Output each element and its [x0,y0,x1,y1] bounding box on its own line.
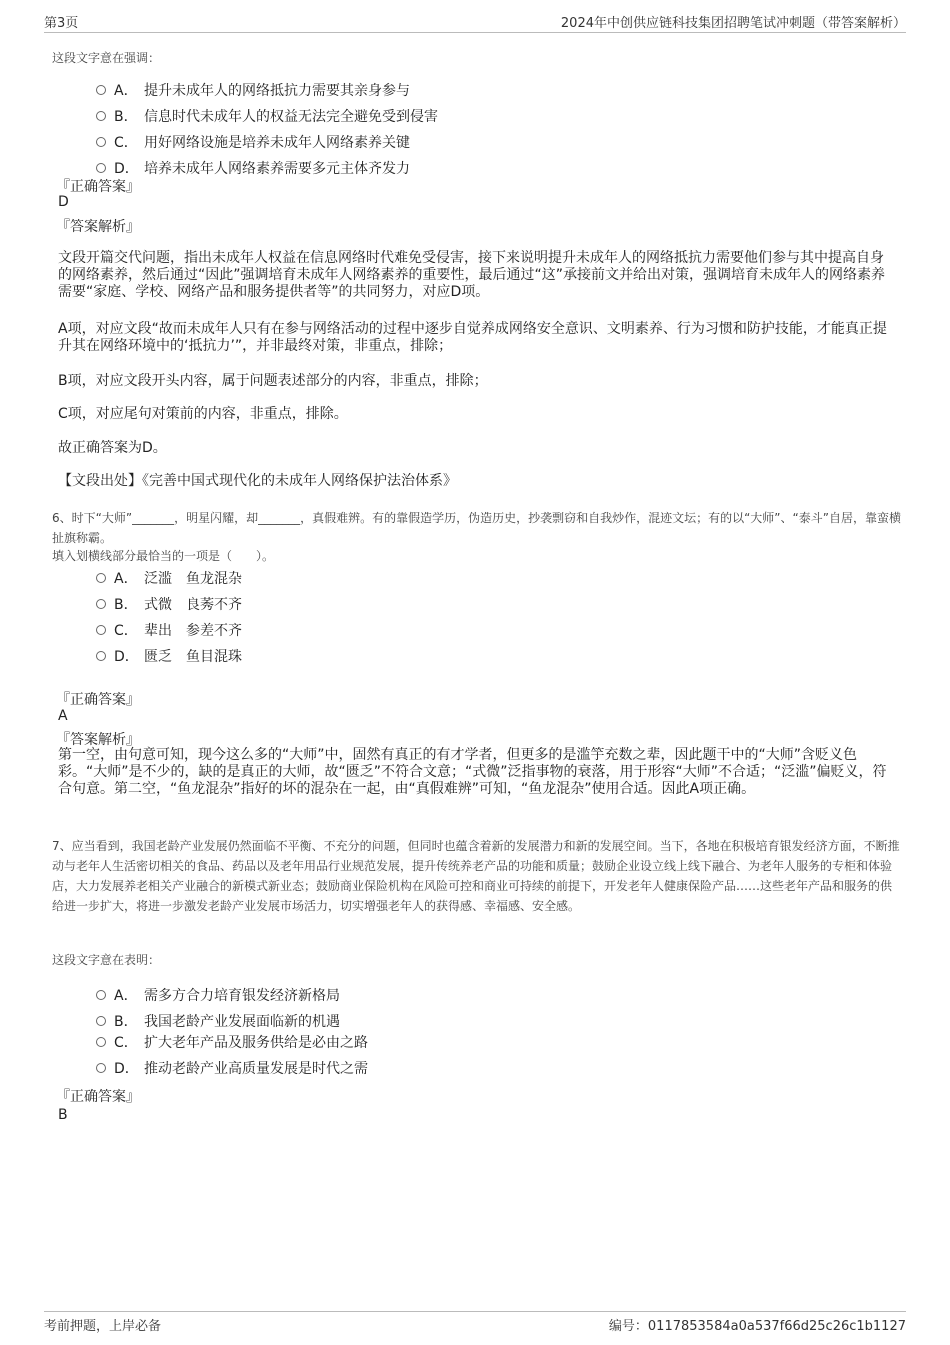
q6-option-b[interactable]: B． 式微 良莠不齐 [96,594,242,616]
q7-intro: 这段文字意在表明： [52,953,161,967]
q5-option-a[interactable]: A． 提升未成年人的网络抵抗力需要其亲身参与 [96,80,410,102]
footer-divider [44,1311,906,1312]
q5-answer-tag: 『正确答案』 [56,179,140,195]
q5-analysis-p1: 文段开篇交代问题，指出未成年人权益在信息网络时代难免受侵害，接下来说明提升未成年人的网络抵抗力需要他们参与其中提高自身的网络素养，然后通过“因此”强调培育未成年人网络素养的重要性，最后通过“这”承接前文并给出对策，强调培育未成年人的网络素养需要“家庭、学校、网络产品和服务提供者等”的共同努力，对应D项。 [58,250,886,300]
radio-icon[interactable] [96,599,106,609]
footer-code-value: 0117853584a0a537f66d25c26c1b1127 [647,1319,906,1334]
radio-icon[interactable] [96,85,106,95]
page-number: 第3页 [44,16,79,31]
radio-icon[interactable] [96,625,106,635]
q5-analysis-p2: A项，对应文段“故而未成年人只有在参与网络活动的过程中逐步自觉养成网络安全意识、文明素养、行为习惯和防护技能，才能真正提升其在网络环境中的‘抵抗力’”，并非最终对策，非重点，排除； [58,321,887,354]
radio-icon[interactable] [96,990,106,1000]
radio-icon[interactable] [96,651,106,661]
radio-icon[interactable] [96,137,106,147]
q5-analysis-tag: 『答案解析』 [56,219,140,235]
radio-icon[interactable] [96,573,106,583]
q5-analysis-p4: C项，对应尾句对策前的内容，非重点，排除。 [58,406,348,422]
q7-stem: 7、应当看到，我国老龄产业发展仍然面临不平衡、不充分的问题，但同时也蕴含着新的发展潜力和新的发展空间。当下，各地在积极培育银发经济方面，不断推动与老年人生活密切相关的食品、药品以及老年用品行业规范发展，提升传统养老产品的功能和质量；鼓励企业设立线上线下融合、为老年人服务的专柜和体验店，大力发展养老相关产业融合的新模式新业态；鼓励商业保险机构在风险可控和商业可持续的前提下，开发老年人健康保险产品……这些老年产品和服务的供给进一步扩大，将进一步激发老龄产业发展市场活力，切实增强老年人的获得感、幸福感、安全感。 [52,839,900,913]
q6-stem: 6、时下“大师”_______，明星闪耀，却_______，真假难辨。有的靠假造学历，伪造历史，抄袭剽窃和自我炒作，混迹文坛；有的以“大师”、“泰斗”自居，靠蛮横扯旗称霸。 [52,511,901,545]
radio-icon[interactable] [96,163,106,173]
q5-intro: 这段文字意在强调： [52,51,161,65]
q5-source: 【文段出处】《完善中国式现代化的未成年人网络保护法治体系》 [58,473,457,489]
q7-answer: B [58,1107,68,1123]
radio-icon[interactable] [96,1063,106,1073]
q5-option-b[interactable]: B． 信息时代未成年人的权益无法完全避免受到侵害 [96,106,438,128]
document-title: 2024年中创供应链科技集团招聘笔试冲刺题（带答案解析） [560,16,906,31]
q6-answer-tag: 『正确答案』 [56,692,140,708]
q6-prompt: 填入划横线部分最恰当的一项是（ ）。 [52,549,275,563]
q7-option-a[interactable]: A． 需多方合力培育银发经济新格局 [96,985,340,1007]
q6-analysis: 第一空，由句意可知，现今这么多的“大师”中，固然有真正的有才学者，但更多的是滥竽充数之辈，因此题干中的“大师”含贬义色彩。“大师”是不少的，缺的是真正的大师，故“匮乏”不符合文意；“式微”泛指事物的衰落，用于形容“大师”不合适；“泛滥”偏贬义，符合句意。第二空，“鱼龙混杂”指好的坏的混杂在一起，由“真假难辨”可知，“鱼龙混杂”使用合适。因此A项正确。 [58,747,887,797]
radio-icon[interactable] [96,1016,106,1026]
q7-answer-tag: 『正确答案』 [56,1089,140,1105]
q6-option-c[interactable]: C． 辈出 参差不齐 [96,620,242,642]
q6-option-d[interactable]: D． 匮乏 鱼目混珠 [96,646,242,668]
footer-code-label: 编号： [608,1319,648,1334]
q5-analysis-p3: B项，对应文段开头内容，属于问题表述部分的内容，非重点，排除； [58,373,488,389]
q5-analysis-p5: 故正确答案为D。 [58,440,167,456]
footer-slogan: 考前押题，上岸必备 [44,1319,162,1334]
header-divider [44,32,906,33]
radio-icon[interactable] [96,1037,106,1047]
q6-analysis-tag: 『答案解析』 [56,732,140,748]
q5-answer: D [58,194,69,210]
radio-icon[interactable] [96,111,106,121]
footer-code [609,1315,906,1334]
q5-option-d[interactable]: D． 培养未成年人网络素养需要多元主体齐发力 [96,158,410,180]
q7-option-b[interactable]: B． 我国老龄产业发展面临新的机遇 [96,1011,340,1033]
q6-answer: A [58,708,68,724]
q6-option-a[interactable]: A． 泛滥 鱼龙混杂 [96,568,242,590]
q7-option-c[interactable]: C． 扩大老年产品及服务供给是必由之路 [96,1032,368,1054]
q5-option-c[interactable]: C． 用好网络设施是培养未成年人网络素养关键 [96,132,410,154]
q7-option-d[interactable]: D． 推动老龄产业高质量发展是时代之需 [96,1058,368,1080]
